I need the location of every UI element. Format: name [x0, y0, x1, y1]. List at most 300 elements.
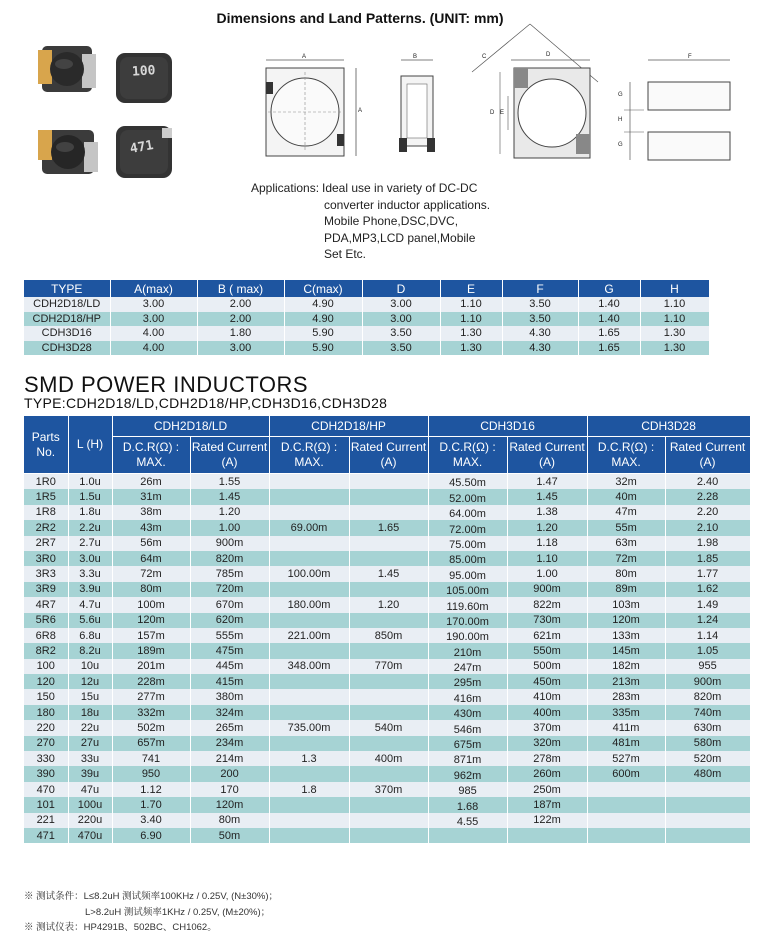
cell-d28-rc: 955: [665, 659, 750, 674]
cell-d28-rc: 1.62: [665, 582, 750, 597]
cell-ld-rc: 620m: [190, 613, 269, 628]
cell-ld-dcr: 3.40: [112, 813, 190, 828]
dim-label-h: H: [618, 117, 623, 123]
cell-ld-rc: 234m: [190, 736, 269, 751]
cell-hp-dcr: 180.00m: [269, 597, 349, 612]
chip-100-label: 100: [131, 63, 156, 80]
table-cell: 4.90: [284, 297, 362, 312]
cell-d28-dcr: [587, 828, 665, 843]
cell-d16-dcr: 85.00m: [428, 551, 507, 566]
cell-hp-rc: [349, 674, 428, 689]
cell-ld-rc: 670m: [190, 597, 269, 612]
dimensions-row: [24, 341, 709, 356]
cell-d16-rc: 187m: [507, 797, 587, 812]
cell-ld-dcr: 157m: [112, 628, 190, 643]
cell-d28-rc: 630m: [665, 720, 750, 735]
applications-line: Mobile Phone,DSC,DVC,: [324, 214, 459, 228]
cell-ld-rc: 415m: [190, 674, 269, 689]
cell-d16-rc: 250m: [507, 782, 587, 797]
cell-hp-rc: 770m: [349, 659, 428, 674]
cell-l: 33u: [68, 751, 112, 766]
cell-hp-dcr: 69.00m: [269, 520, 349, 535]
table-cell: 4.00: [110, 326, 197, 341]
cell-hp-dcr: [269, 551, 349, 566]
cell-d16-dcr: 295m: [428, 674, 507, 689]
cell-hp-dcr: [269, 474, 349, 490]
cell-d16-rc: 278m: [507, 751, 587, 766]
cell-d28-dcr: 283m: [587, 689, 665, 704]
cell-d16-rc: 621m: [507, 628, 587, 643]
cell-d16-dcr: 95.00m: [428, 566, 507, 581]
table-cell: 1.65: [578, 326, 640, 341]
cell-hp-rc: 1.20: [349, 597, 428, 612]
cell-d28-rc: 2.28: [665, 489, 750, 504]
cell-d16-rc: 730m: [507, 613, 587, 628]
note-line: ※ 测试条件：L≤8.2uH 测试频率100KHz / 0.25V, (N±30%)；: [24, 891, 278, 902]
table-cell: 3.00: [362, 297, 440, 312]
column-header: F: [502, 280, 578, 297]
cell-ld-dcr: 56m: [112, 536, 190, 551]
table-row: [24, 720, 750, 735]
table-cell: 4.00: [110, 341, 197, 356]
cell-ld-rc: 1.20: [190, 505, 269, 520]
table-cell: 1.40: [578, 297, 640, 312]
cell-ld-rc: 1.55: [190, 474, 269, 490]
cell-d28-rc: 820m: [665, 689, 750, 704]
table-row: [24, 766, 750, 781]
cell-d16-rc: 500m: [507, 659, 587, 674]
column-header: A(max): [110, 280, 197, 297]
cell-part: 221: [24, 813, 68, 828]
cell-d16-dcr: 247m: [428, 659, 507, 674]
table-cell: 1.30: [640, 326, 709, 341]
photo-chip-cdh3d16-top: [34, 122, 104, 182]
cell-d16-rc: [507, 828, 587, 843]
table-row: [24, 536, 750, 551]
table-row: [24, 797, 750, 812]
cell-hp-rc: [349, 813, 428, 828]
cell-d16-rc: 1.00: [507, 566, 587, 581]
cell-ld-dcr: 26m: [112, 474, 190, 490]
cell-d28-rc: 2.20: [665, 505, 750, 520]
table-row: [24, 751, 750, 766]
cell-ld-rc: 445m: [190, 659, 269, 674]
cell-d16-dcr: 45.50m: [428, 474, 507, 490]
cell-d16-rc: 1.45: [507, 489, 587, 504]
dimensions-row: [24, 326, 709, 341]
table-cell: 4.30: [502, 326, 578, 341]
column-header: G: [578, 280, 640, 297]
table-cell: CDH3D16: [24, 326, 110, 341]
cell-d16-dcr: 190.00m: [428, 628, 507, 643]
column-header: B ( max): [197, 280, 284, 297]
table-cell: 3.00: [197, 341, 284, 356]
cell-d16-dcr: 546m: [428, 720, 507, 735]
cell-ld-dcr: 31m: [112, 489, 190, 504]
table-row: [24, 613, 750, 628]
cell-part: 3R0: [24, 551, 68, 566]
cell-ld-dcr: 741: [112, 751, 190, 766]
cell-d16-dcr: 170.00m: [428, 613, 507, 628]
cell-ld-dcr: 950: [112, 766, 190, 781]
cell-part: 6R8: [24, 628, 68, 643]
cell-l: 15u: [68, 689, 112, 704]
table-row: [24, 597, 750, 612]
cell-hp-dcr: [269, 828, 349, 843]
cell-d16-rc: 1.20: [507, 520, 587, 535]
cell-d28-rc: [665, 797, 750, 812]
cell-hp-dcr: [269, 813, 349, 828]
dimensions-row: [24, 297, 709, 312]
cell-d28-rc: [665, 782, 750, 797]
cell-hp-rc: [349, 551, 428, 566]
cell-hp-rc: [349, 828, 428, 843]
table-cell: 2.00: [197, 297, 284, 312]
dimensions-title: Dimensions and Land Patterns. (UNIT: mm): [216, 10, 504, 26]
cell-d28-dcr: 411m: [587, 720, 665, 735]
cell-part: 330: [24, 751, 68, 766]
cell-d16-rc: 900m: [507, 582, 587, 597]
rated-current-header: Rated Current (A): [349, 437, 428, 474]
cell-ld-rc: 265m: [190, 720, 269, 735]
cell-hp-dcr: 221.00m: [269, 628, 349, 643]
table-cell: 3.50: [362, 341, 440, 356]
dim-label-g1: G: [618, 92, 623, 98]
cell-d16-rc: 550m: [507, 643, 587, 658]
table-cell: 3.00: [110, 297, 197, 312]
cell-part: 100: [24, 659, 68, 674]
cell-d16-rc: 1.10: [507, 551, 587, 566]
cell-d16-rc: 400m: [507, 705, 587, 720]
cell-d28-rc: 1.77: [665, 566, 750, 581]
cell-ld-dcr: 657m: [112, 736, 190, 751]
cell-l: 12u: [68, 674, 112, 689]
dcr-header: D.C.R(Ω) : MAX.: [587, 437, 665, 474]
cell-part: 8R2: [24, 643, 68, 658]
cell-hp-dcr: [269, 766, 349, 781]
table-cell: CDH2D18/HP: [24, 312, 110, 327]
table-cell: 2.00: [197, 312, 284, 327]
dcr-header: D.C.R(Ω) : MAX.: [112, 437, 190, 474]
cell-l: 3.0u: [68, 551, 112, 566]
cell-l: 1.5u: [68, 489, 112, 504]
cell-part: 120: [24, 674, 68, 689]
cell-hp-rc: [349, 613, 428, 628]
dim-label-d-top: D: [546, 52, 551, 58]
cell-d16-rc: 320m: [507, 736, 587, 751]
cell-part: 471: [24, 828, 68, 843]
cell-d28-rc: 2.10: [665, 520, 750, 535]
cell-d16-dcr: 119.60m: [428, 597, 507, 612]
table-cell: 1.65: [578, 341, 640, 356]
cell-part: 2R2: [24, 520, 68, 535]
cell-hp-dcr: [269, 705, 349, 720]
note-line: ※ 测试仪表：HP4291B、502BC、CH1062。: [24, 922, 217, 933]
cell-ld-dcr: 502m: [112, 720, 190, 735]
cell-hp-dcr: [269, 643, 349, 658]
cell-ld-rc: 720m: [190, 582, 269, 597]
inductance-header: L (H): [68, 416, 112, 474]
cell-l: 470u: [68, 828, 112, 843]
cell-l: 220u: [68, 813, 112, 828]
cell-hp-rc: 540m: [349, 720, 428, 735]
cell-d28-dcr: 72m: [587, 551, 665, 566]
cell-d28-dcr: 120m: [587, 613, 665, 628]
table-row: [24, 505, 750, 520]
rated-current-header: Rated Current (A): [507, 437, 587, 474]
test-notes: [24, 889, 278, 936]
cell-d28-dcr: [587, 813, 665, 828]
cell-d16-rc: 1.47: [507, 474, 587, 490]
cell-hp-dcr: [269, 674, 349, 689]
dim-label-a-side: A: [358, 108, 363, 114]
cell-d16-dcr: 871m: [428, 751, 507, 766]
cell-d28-dcr: 63m: [587, 536, 665, 551]
cell-hp-rc: [349, 536, 428, 551]
cell-hp-dcr: 1.8: [269, 782, 349, 797]
cell-d16-dcr: [428, 828, 507, 843]
cell-ld-rc: 1.00: [190, 520, 269, 535]
cell-hp-rc: [349, 705, 428, 720]
column-header: E: [440, 280, 502, 297]
cell-part: 2R7: [24, 536, 68, 551]
table-row: [24, 782, 750, 797]
cell-d28-rc: [665, 828, 750, 843]
cell-d28-rc: 1.85: [665, 551, 750, 566]
cell-ld-rc: 80m: [190, 813, 269, 828]
cell-d28-dcr: 80m: [587, 566, 665, 581]
cell-l: 100u: [68, 797, 112, 812]
dim-label-c: C: [482, 54, 487, 60]
cell-l: 6.8u: [68, 628, 112, 643]
inductor-table: [24, 416, 751, 843]
drawing-side-view: [393, 54, 441, 164]
cell-hp-rc: [349, 505, 428, 520]
cell-l: 8.2u: [68, 643, 112, 658]
cell-d28-rc: 900m: [665, 674, 750, 689]
group-header-cdh2d18-ld: CDH2D18/LD: [112, 416, 269, 437]
cell-hp-rc: [349, 474, 428, 490]
cell-d28-dcr: 89m: [587, 582, 665, 597]
table-row: [24, 736, 750, 751]
column-header: C(max): [284, 280, 362, 297]
cell-d16-rc: 122m: [507, 813, 587, 828]
cell-hp-rc: 1.45: [349, 566, 428, 581]
cell-hp-dcr: [269, 797, 349, 812]
cell-d28-dcr: 32m: [587, 474, 665, 490]
cell-d16-dcr: 75.00m: [428, 536, 507, 551]
table-row: [24, 628, 750, 643]
cell-hp-dcr: [269, 489, 349, 504]
cell-d16-rc: 370m: [507, 720, 587, 735]
dim-label-g2: G: [618, 142, 623, 148]
dim-label-e: E: [500, 110, 505, 116]
section-title: SMD POWER INDUCTORS: [24, 372, 309, 397]
inductor-table-body: [24, 474, 750, 844]
dim-label-d-side: D: [490, 110, 495, 116]
cell-part: 470: [24, 782, 68, 797]
drawing-top-view: [258, 54, 368, 164]
section-subtitle: TYPE:CDH2D18/LD,CDH2D18/HP,CDH3D16,CDH3D28: [24, 395, 388, 411]
dimensions-table: [24, 280, 710, 355]
cell-ld-rc: 475m: [190, 643, 269, 658]
cell-ld-dcr: 38m: [112, 505, 190, 520]
cell-d16-dcr: 430m: [428, 705, 507, 720]
cell-d28-dcr: 481m: [587, 736, 665, 751]
cell-l: 5.6u: [68, 613, 112, 628]
cell-d16-rc: 822m: [507, 597, 587, 612]
cell-ld-rc: 120m: [190, 797, 269, 812]
cell-hp-rc: 400m: [349, 751, 428, 766]
table-cell: 1.80: [197, 326, 284, 341]
cell-l: 2.7u: [68, 536, 112, 551]
photo-chip-cdh2d18-top: [34, 40, 104, 100]
cell-part: 1R8: [24, 505, 68, 520]
cell-d28-rc: 740m: [665, 705, 750, 720]
chip-471-label: 471: [128, 138, 155, 157]
cell-l: 1.0u: [68, 474, 112, 490]
cell-hp-rc: [349, 797, 428, 812]
cell-ld-rc: 785m: [190, 566, 269, 581]
applications-line: PDA,MP3,LCD panel,Mobile: [324, 230, 476, 245]
applications-label: Applications:: [251, 181, 320, 195]
cell-hp-rc: [349, 582, 428, 597]
cell-d28-rc: 1.14: [665, 628, 750, 643]
table-cell: 1.30: [640, 341, 709, 356]
table-row: [24, 689, 750, 704]
cell-part: 4R7: [24, 597, 68, 612]
cell-part: 101: [24, 797, 68, 812]
dcr-header: D.C.R(Ω) : MAX.: [428, 437, 507, 474]
cell-hp-dcr: 348.00m: [269, 659, 349, 674]
table-cell: 4.90: [284, 312, 362, 327]
cell-d28-rc: 520m: [665, 751, 750, 766]
cell-d16-dcr: 1.68: [428, 797, 507, 812]
cell-d16-dcr: 675m: [428, 736, 507, 751]
cell-d28-dcr: 335m: [587, 705, 665, 720]
cell-d16-rc: 1.38: [507, 505, 587, 520]
cell-d28-rc: 480m: [665, 766, 750, 781]
table-row: [24, 474, 750, 490]
parts-no-header: Parts No.: [24, 416, 68, 474]
dim-label-b: B: [413, 54, 418, 60]
table-cell: 5.90: [284, 326, 362, 341]
cell-d28-rc: 1.24: [665, 613, 750, 628]
cell-d16-dcr: 962m: [428, 766, 507, 781]
cell-hp-rc: 1.65: [349, 520, 428, 535]
cell-d28-rc: [665, 813, 750, 828]
dim-label-a-top: A: [302, 54, 307, 60]
cell-hp-dcr: [269, 536, 349, 551]
cell-d28-dcr: 40m: [587, 489, 665, 504]
cell-ld-dcr: 43m: [112, 520, 190, 535]
cell-d28-dcr: 55m: [587, 520, 665, 535]
cell-ld-dcr: 189m: [112, 643, 190, 658]
cell-hp-rc: [349, 766, 428, 781]
column-header: D: [362, 280, 440, 297]
cell-l: 39u: [68, 766, 112, 781]
note-line: L>8.2uH 测试频率1KHz / 0.25V, (M±20%)；: [85, 906, 271, 918]
table-cell: 5.90: [284, 341, 362, 356]
cell-part: 3R9: [24, 582, 68, 597]
table-cell: 3.00: [110, 312, 197, 327]
cell-d16-dcr: 72.00m: [428, 520, 507, 535]
cell-hp-rc: [349, 643, 428, 658]
applications-block: [251, 180, 490, 263]
dcr-header: D.C.R(Ω) : MAX.: [269, 437, 349, 474]
table-cell: CDH2D18/LD: [24, 297, 110, 312]
cell-d16-dcr: 52.00m: [428, 489, 507, 504]
table-cell: 3.50: [502, 312, 578, 327]
cell-ld-rc: 50m: [190, 828, 269, 843]
cell-d16-dcr: 64.00m: [428, 505, 507, 520]
cell-ld-rc: 820m: [190, 551, 269, 566]
group-header-cdh3d16: CDH3D16: [428, 416, 587, 437]
cell-ld-dcr: 1.70: [112, 797, 190, 812]
cell-ld-dcr: 1.12: [112, 782, 190, 797]
cell-l: 22u: [68, 720, 112, 735]
cell-ld-dcr: 201m: [112, 659, 190, 674]
cell-d28-dcr: 600m: [587, 766, 665, 781]
cell-d28-dcr: [587, 782, 665, 797]
cell-d28-dcr: 47m: [587, 505, 665, 520]
cell-d16-dcr: 105.00m: [428, 582, 507, 597]
cell-hp-dcr: 100.00m: [269, 566, 349, 581]
cell-hp-dcr: [269, 505, 349, 520]
cell-hp-rc: [349, 489, 428, 504]
cell-l: 27u: [68, 736, 112, 751]
table-cell: 3.50: [502, 297, 578, 312]
cell-ld-rc: 555m: [190, 628, 269, 643]
table-cell: 1.10: [440, 312, 502, 327]
cell-part: 150: [24, 689, 68, 704]
table-cell: 3.00: [362, 312, 440, 327]
cell-hp-rc: [349, 736, 428, 751]
cell-ld-dcr: 6.90: [112, 828, 190, 843]
table-row: [24, 489, 750, 504]
dimensions-row: [24, 312, 709, 327]
cell-hp-rc: [349, 689, 428, 704]
inductor-header-row-1: [24, 416, 750, 437]
cell-l: 3.9u: [68, 582, 112, 597]
drawing-land-pattern: [618, 54, 738, 164]
cell-d28-rc: 1.98: [665, 536, 750, 551]
cell-d16-rc: 260m: [507, 766, 587, 781]
cell-l: 1.8u: [68, 505, 112, 520]
table-row: [24, 659, 750, 674]
cell-hp-dcr: [269, 582, 349, 597]
cell-part: 270: [24, 736, 68, 751]
cell-ld-rc: 214m: [190, 751, 269, 766]
table-cell: 1.10: [640, 312, 709, 327]
cell-ld-rc: 200: [190, 766, 269, 781]
cell-ld-dcr: 332m: [112, 705, 190, 720]
dim-label-f: F: [688, 54, 692, 60]
cell-l: 18u: [68, 705, 112, 720]
rated-current-header: Rated Current (A): [190, 437, 269, 474]
inductor-header-row-2: [24, 437, 750, 474]
table-row: [24, 828, 750, 843]
cell-d16-rc: 450m: [507, 674, 587, 689]
cell-hp-dcr: [269, 736, 349, 751]
table-row: [24, 813, 750, 828]
column-header: TYPE: [24, 280, 110, 297]
cell-ld-dcr: 64m: [112, 551, 190, 566]
cell-part: 220: [24, 720, 68, 735]
cell-part: 5R6: [24, 613, 68, 628]
cell-d16-dcr: 210m: [428, 643, 507, 658]
cell-ld-rc: 170: [190, 782, 269, 797]
